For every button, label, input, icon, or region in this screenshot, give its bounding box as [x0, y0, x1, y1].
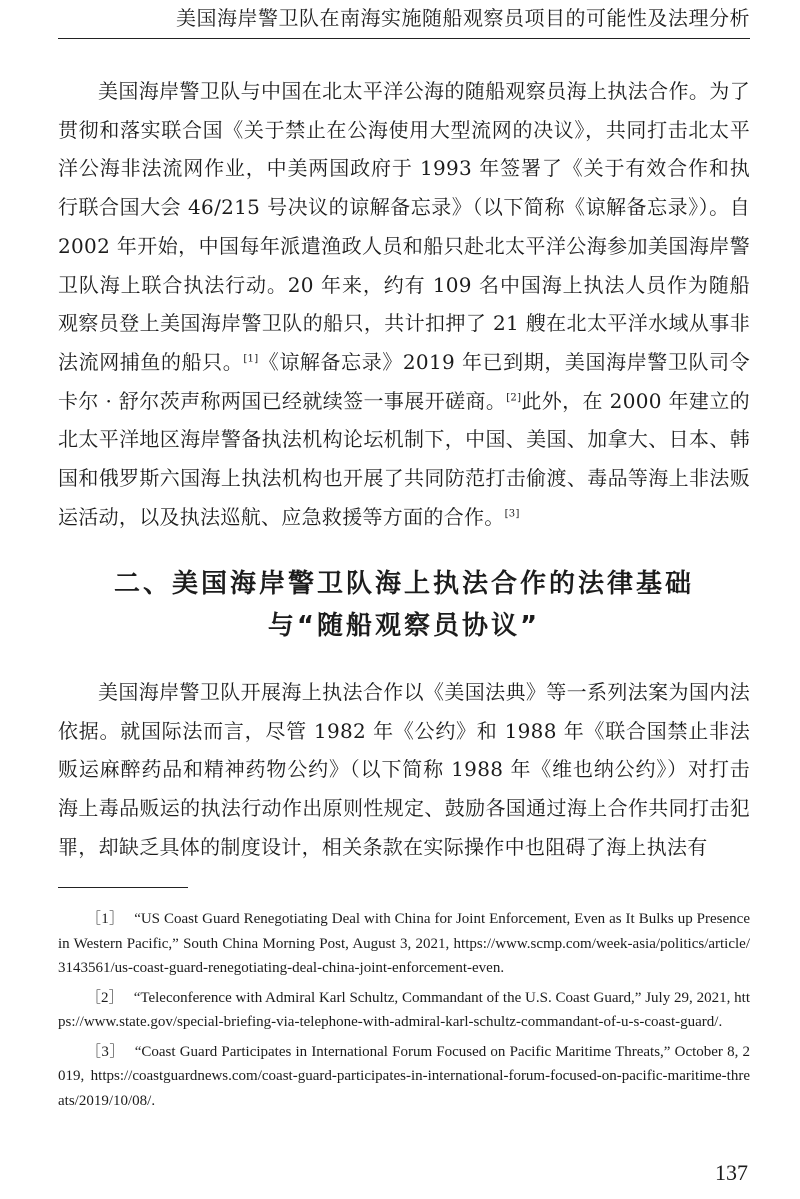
running-header-title: 美国海岸警卫队在南海实施随船观察员项目的可能性及法理分析: [176, 6, 750, 30]
footnote-separator: [58, 887, 188, 888]
footnote-3-mark: ［3］: [86, 1043, 125, 1060]
footnotes: [58, 907, 750, 1118]
footnote-1: [58, 907, 750, 981]
page-number: 137: [715, 1160, 748, 1185]
section-heading-line-1: 二、美国海岸警卫队海上执法合作的法律基础: [113, 569, 694, 599]
body-paragraph-1-block: [58, 72, 750, 536]
footnote-ref-2[interactable]: [2]: [506, 391, 522, 403]
footnote-2-text: “Teleconference with Admiral Karl Schultz, Commandant of the U.S. Coast Guard,” July 29, 2021, https://www.state.gov/special-briefing-via-telephone-with-admiral-karl-schultz-commandant-of-u-s-coast-guard/.: [58, 989, 750, 1030]
body-paragraph-2: 美国海岸警卫队开展海上执法合作以《美国法典》等一系列法案为国内法依据。就国际法而言，尽管 1982 年《公约》和 1988 年《联合国禁止非法贩运麻醉药品和精神药物公约》（以下简称 1988 年《维也纳公约》）对打击海上毒品贩运的执法行动作出原则性规定、鼓励各国通过海上合作共同打击犯罪，却缺乏具体的制度设计，相关条款在实际操作中也阻碍了海上执法有: [58, 680, 750, 859]
footnote-3: [58, 1040, 750, 1114]
footnote-1-mark: ［1］: [86, 911, 125, 927]
footnote-2-mark: ［2］: [86, 989, 124, 1006]
body-paragraph-2-block: [58, 673, 750, 867]
footnote-ref-3[interactable]: [3]: [504, 508, 520, 520]
paragraph-1-text-b: 《谅解备忘录》2019 年已到期，美国海岸警卫队司令卡尔 · 舒尔茨声称两国已经就续签一事展开磋商。: [58, 349, 750, 413]
section-heading-line-2: 与“随船观察员协议”: [267, 611, 541, 641]
paragraph-1-text-a: 美国海岸警卫队与中国在北太平洋公海的随船观察员海上执法合作。为了贯彻和落实联合国《关于禁止在公海使用大型流网的决议》，共同打击北太平洋公海非法流网作业，中美两国政府于 1993 年签署了《关于有效合作和执行联合国大会 46/215 号决议的谅解备忘录》（以下简称《谅解备忘录》）。自 2002 年开始，中国每年派遣渔政人员和船只赴北太平洋公海参加美国海岸警卫队海上联合执法行动。20 年来，约有 109 名中国海上执法人员作为随船观察员登上美国海岸警卫队的船只，共计扣押了 21 艘在北太平洋水域从事非法流网捕鱼的船只。: [58, 79, 750, 374]
header-rule: [58, 38, 750, 39]
footnote-2: [58, 986, 750, 1035]
footnote-3-text: “Coast Guard Participates in International Forum Focused on Pacific Maritime Threats,” October 8, 2019, https://coastguardnews.com/coast-guard-participates-in-international-forum-focused-on-pacific-maritime-threats/2019/10/08/.: [58, 1043, 750, 1109]
paragraph-1-text-c: 此外，在 2000 年建立的北太平洋地区海岸警备执法机构论坛机制下，中国、美国、加拿大、日本、韩国和俄罗斯六国海上执法机构也开展了共同防范打击偷渡、毒品等海上非法贩运活动，以及执法巡航、应急救援等方面的合作。: [58, 388, 750, 529]
body-paragraph-1: [58, 72, 750, 536]
footnote-1-text: “US Coast Guard Renegotiating Deal with China for Joint Enforcement, Even as It Bulks up Presence in Western Pacific,” South China Morning Post, August 3, 2021, https://www.scmp.com/week-asia/politics/article/3143561/us-coast-guard-renegotiating-deal-china-joint-enforcement-even.: [58, 911, 750, 976]
footnote-ref-1[interactable]: [1]: [243, 353, 259, 365]
